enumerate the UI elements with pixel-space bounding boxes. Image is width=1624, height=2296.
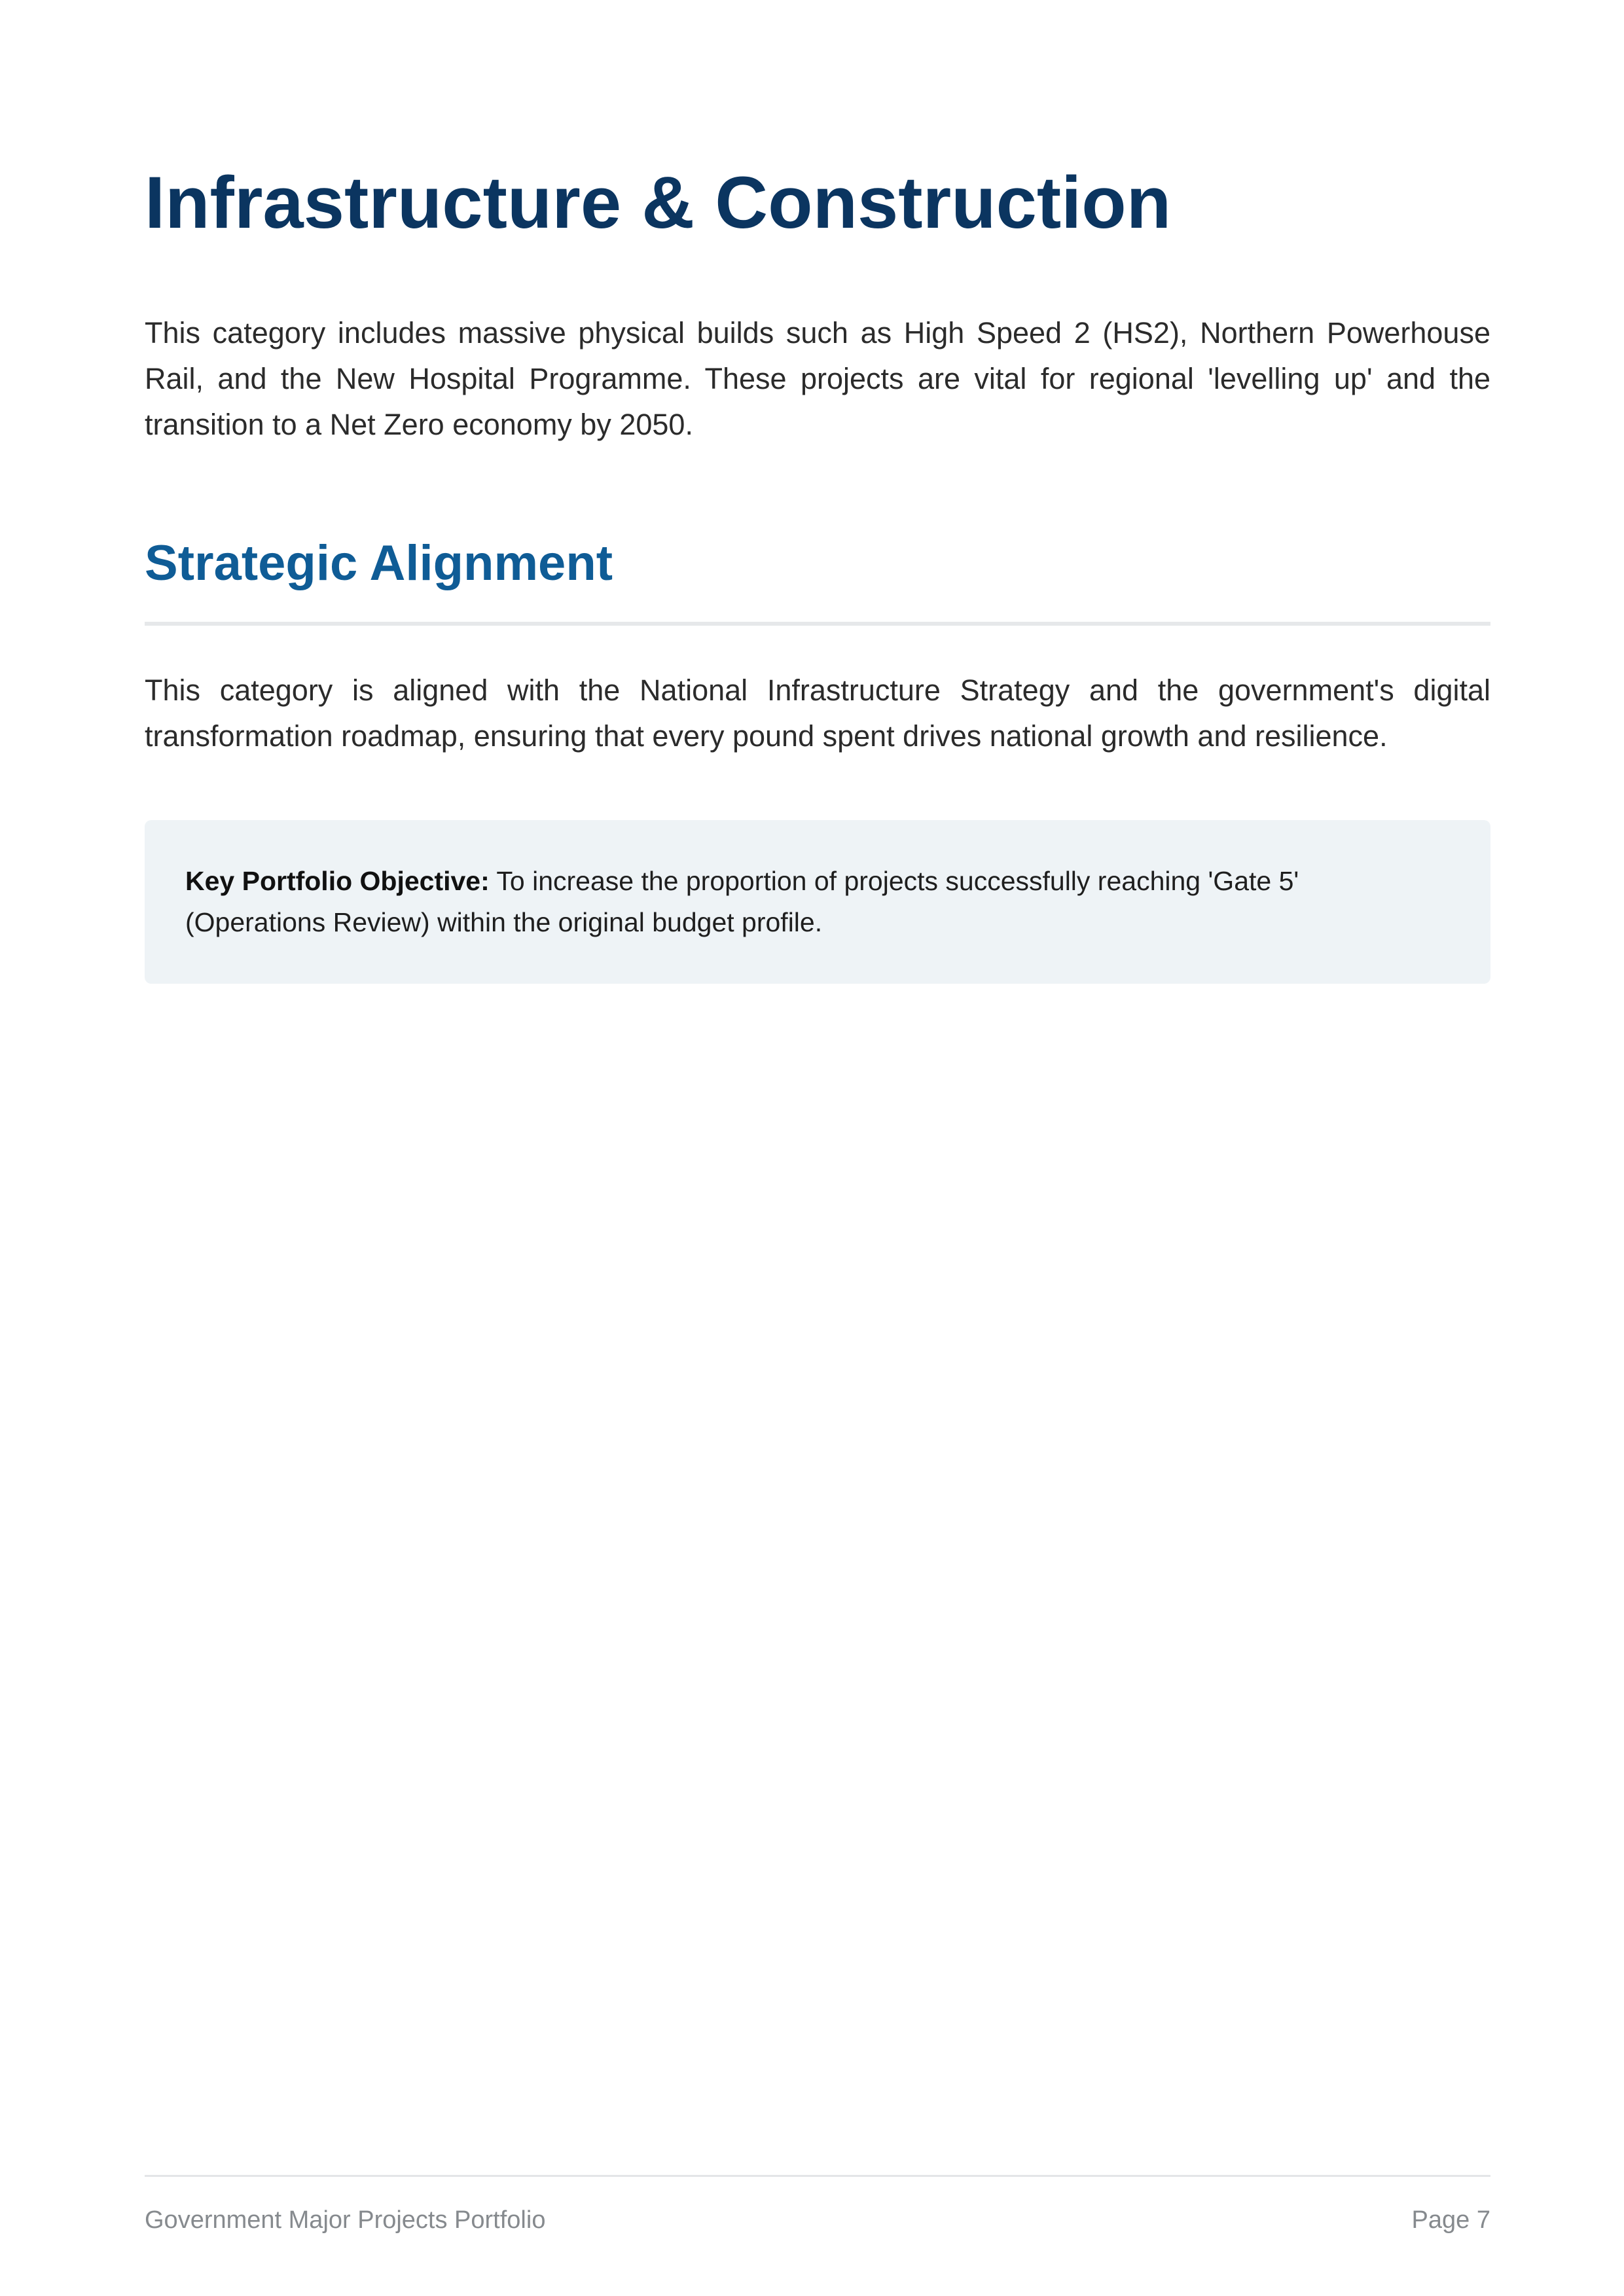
callout-text bbox=[185, 861, 1337, 943]
document-page bbox=[145, 0, 1490, 2296]
section-heading: Strategic Alignment bbox=[145, 535, 613, 591]
footer-divider bbox=[145, 2175, 1490, 2177]
callout-body: To increase the proportion of projects successfully reaching 'Gate 5' (Operations Review) within the original budget profile. bbox=[185, 866, 1299, 937]
section-divider bbox=[145, 622, 1490, 626]
section-paragraph: This category is aligned with the National Infrastructure Strategy and the government's digital transformation roadmap, ensuring that every pound spent drives national growth and resilience. bbox=[145, 673, 1490, 753]
objective-callout bbox=[145, 820, 1490, 984]
page-title: Infrastructure & Construction bbox=[145, 162, 1172, 243]
intro-paragraph: This category includes massive physical builds such as High Speed 2 (HS2), Northern Powerhouse Rail, and the New Hospital Programme. These projects are vital for regional 'levelling up' and the transition to a Net Zero economy by 2050. bbox=[145, 316, 1490, 441]
footer-page-number: Page 7 bbox=[1411, 2206, 1490, 2234]
callout-label: Key Portfolio Objective: bbox=[185, 866, 490, 896]
footer-document-title: Government Major Projects Portfolio bbox=[145, 2206, 546, 2234]
